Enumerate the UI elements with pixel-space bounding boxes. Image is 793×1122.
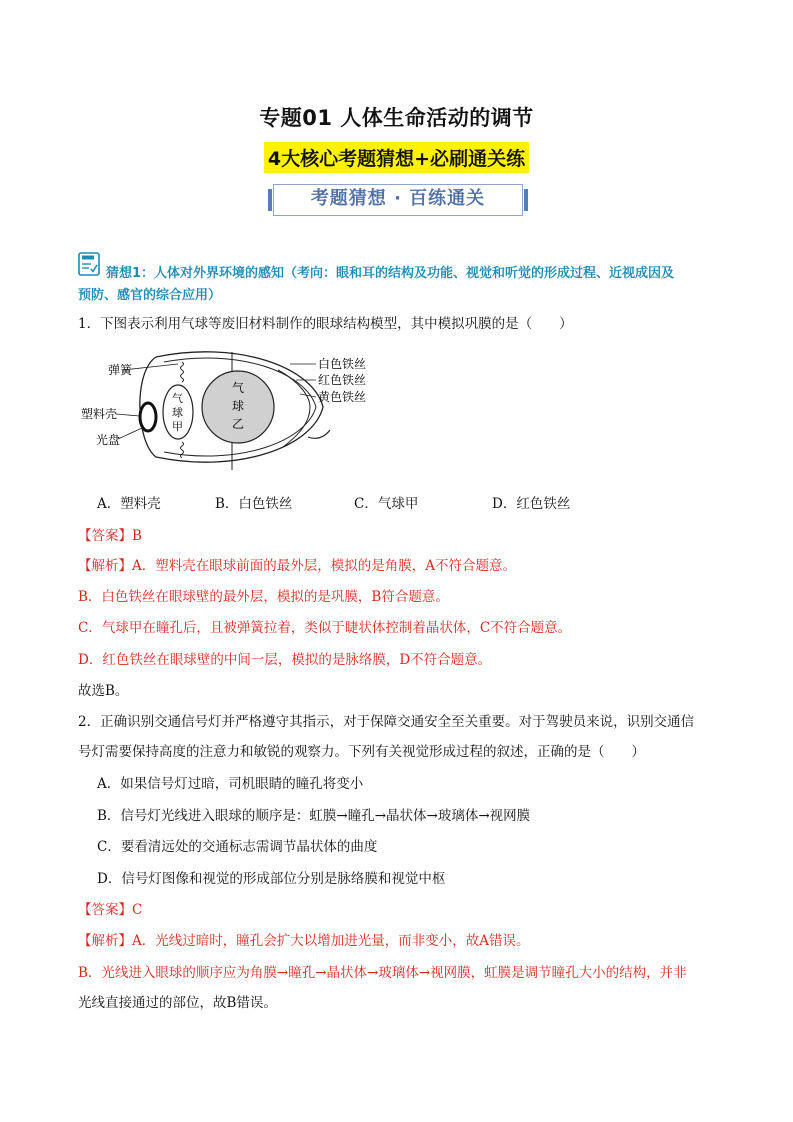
q1-analysis-d: D．红色铁丝在眼球壁的中间一层，模拟的是脉络膜，D不符合题意。: [78, 652, 492, 668]
page-subtitle: 4大核心考题猜想+必刷通关练: [264, 142, 529, 173]
q1-option-c: C．气球甲: [354, 496, 419, 512]
checklist-icon: [78, 252, 100, 276]
label-white-wire: 白色铁丝: [318, 357, 367, 371]
q2-option-b: B．信号灯光线进入眼球的顺序是：虹膜→瞳孔→晶状体→玻璃体→视网膜: [97, 808, 531, 824]
banner-text: 考题猜想 · 百练通关: [310, 188, 486, 209]
label-yellow-wire: 黄色铁丝: [318, 390, 367, 404]
q2-option-a: A．如果信号灯过暗，司机眼睛的瞳孔将变小: [97, 776, 364, 792]
q2-option-c: C．要看清远处的交通标志需调节晶状体的曲度: [97, 839, 378, 855]
q1-option-a: A．塑料壳: [97, 496, 161, 512]
label-balloon-a-3: 甲: [172, 420, 183, 433]
q1-analysis-c: C．气球甲在瞳孔后，且被弹簧拉着，类似于睫状体控制着晶状体，C不符合题意。: [78, 620, 572, 636]
label-balloon-a-2: 球: [172, 406, 183, 419]
label-red-wire: 红色铁丝: [318, 373, 367, 387]
q2-stem-line-1: 2．正确识别交通信号灯并严格遵守其指示，对于保障交通安全至关重要。对于驾驶员来说，识别交通信: [78, 714, 695, 730]
q1-option-d: D．红色铁丝: [492, 496, 571, 512]
plastic-shell-shape: [140, 403, 156, 431]
q1-analysis-b: B．白色铁丝在眼球壁的最外层，模拟的是巩膜，B符合题意。: [78, 589, 449, 605]
guess-line-1: 猜想1：人体对外界环境的感知（考向：眼和耳的结构及功能、视觉和听觉的形成过程、近视成因及: [106, 266, 675, 281]
label-disc: 光盘: [96, 433, 121, 447]
section-banner: [273, 184, 523, 216]
label-balloon-b-2: 球: [232, 399, 245, 413]
spring-bottom: [181, 442, 184, 458]
label-balloon-a-1: 气: [172, 392, 183, 405]
label-balloon-b-1: 气: [232, 381, 245, 395]
label-plastic-shell: 塑料壳: [81, 407, 118, 421]
q2-analysis-b-cont: 光线直接通过的部位，故B错误。: [78, 995, 277, 1011]
subtitle-wrap: [0, 142, 793, 173]
guess-heading: [78, 263, 736, 307]
q2-stem-line-2: 号灯需要保持高度的注意力和敏锐的观察力。下列有关视觉形成过程的叙述，正确的是（ ）: [78, 744, 645, 760]
q2-analysis-b: B．光线进入眼球的顺序应为角膜→瞳孔→晶状体→玻璃体→视网膜，虹膜是调节瞳孔大小的结构，并非: [78, 965, 687, 981]
nerve-line: [308, 430, 330, 438]
page-title: 专题01 人体生命活动的调节: [259, 106, 534, 130]
q2-option-d: D．信号灯图像和视觉的形成部位分别是脉络膜和视觉中枢: [97, 871, 446, 887]
guess-line-2: 预防、感官的综合应用）: [78, 288, 222, 303]
q2-analysis-a: 【解析】A．光线过暗时，瞳孔会扩大以增加进光量，而非变小，故A错误。: [78, 933, 530, 949]
q1-answer: 【答案】B: [78, 528, 142, 544]
q1-option-b: B．白色铁丝: [215, 496, 293, 512]
q2-answer: 【答案】C: [78, 902, 143, 918]
q1-analysis-a: 【解析】A．塑料壳在眼球前面的最外层，模拟的是角膜，A不符合题意。: [78, 558, 516, 574]
q1-conclusion: 故选B。: [78, 683, 129, 699]
question-1-stem: 1．下图表示利用气球等废旧材料制作的眼球结构模型，其中模拟巩膜的是（ ）: [78, 316, 573, 332]
label-spring: 弹簧: [108, 363, 133, 377]
spring-top: [181, 362, 184, 382]
eyeball-model-diagram: [78, 342, 378, 472]
label-balloon-b-3: 乙: [232, 417, 245, 431]
